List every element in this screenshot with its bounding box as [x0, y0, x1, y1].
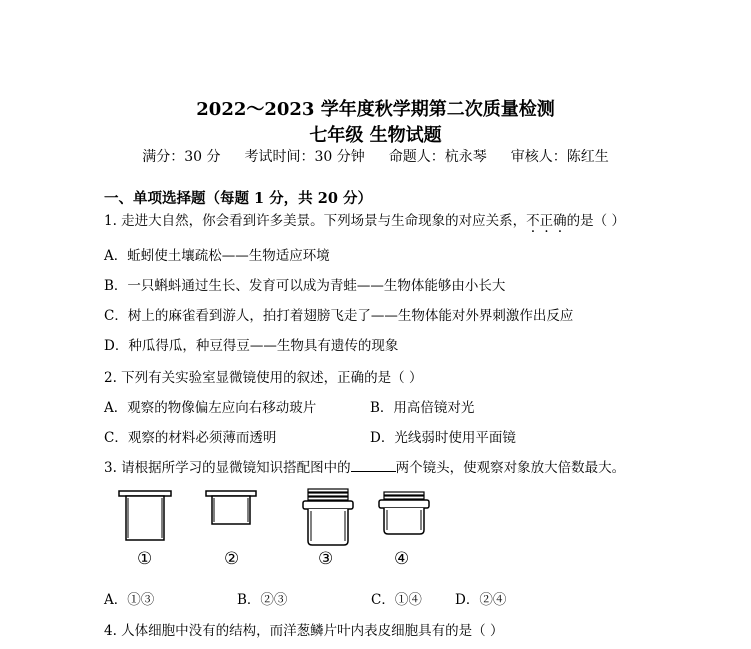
q3-option-a: A．①③: [104, 592, 155, 608]
lens-2-icon: [205, 490, 257, 530]
q1-option-d: D．种瓜得瓜，种豆得豆——生物具有遗传的现象: [104, 338, 399, 354]
exam-reviewer: 审核人：陈红生: [510, 149, 609, 165]
lens-label-2: ②: [224, 549, 240, 569]
q1-option-a: A．蚯蚓使土壤疏松——生物适应环境: [104, 248, 330, 264]
exam-author: 命题人：杭永琴: [388, 149, 487, 165]
q3-stem-text: 3. 请根据所学习的显微镜知识搭配图中的: [104, 460, 351, 476]
q2-option-a: A．观察的物像偏左应向右移动玻片: [104, 400, 317, 416]
q1-stem: [104, 209, 625, 229]
q3-stem-end: 两个镜头，使观察对象放大倍数最大。: [395, 460, 626, 476]
lens-4-icon: [378, 490, 430, 536]
lens-label-1: ①: [137, 549, 153, 569]
lens-1-icon: [118, 490, 172, 546]
q1-emphasis-char-3: 确: [553, 213, 567, 229]
q4-stem: 4. 人体细胞中没有的结构，而洋葱鳞片叶内表皮细胞具有的是（ ）: [104, 623, 504, 639]
q3-option-d: D．②④: [455, 592, 507, 608]
q1-stem-end: 的是（ ）: [566, 213, 625, 229]
exam-info-line: [0, 146, 751, 166]
q2-option-d: D．光线弱时使用平面镜: [370, 430, 516, 446]
section-heading: 一、单项选择题（每题 1 分，共 20 分）: [104, 190, 372, 207]
lens-label-3: ③: [318, 549, 334, 569]
q1-emphasis-char-1: 不: [526, 213, 540, 229]
q2-option-b: B．用高倍镜对光: [370, 400, 475, 416]
lens-3-icon: [302, 487, 354, 547]
full-score: 满分：30 分: [142, 149, 221, 165]
q2-option-c: C．观察的材料必须薄而透明: [104, 430, 277, 446]
q1-option-b: B．一只蝌蚪通过生长、发育可以成为青蛙——生物体能够由小长大: [104, 278, 506, 294]
exam-subtitle: 七年级 生物试题: [309, 125, 442, 146]
q2-stem: 2. 下列有关实验室显微镜使用的叙述，正确的是（ ）: [104, 370, 423, 386]
q3-stem: [104, 456, 625, 476]
q1-stem-text: 1. 走进大自然，你会看到许多美景。下列场景与生命现象的对应关系，: [104, 213, 527, 229]
q3-option-c: C．①④: [371, 592, 422, 608]
q3-option-b: B．②③: [237, 592, 288, 608]
q1-emphasis-char-2: 正: [539, 213, 554, 229]
q3-answer-blank: [351, 458, 396, 472]
lens-label-4: ④: [394, 549, 410, 569]
q1-option-c: C．树上的麻雀看到游人，拍打着翅膀飞走了——生物体能对外界刺激作出反应: [104, 308, 574, 324]
exam-title: 2022～2023 学年度秋学期第二次质量检测: [196, 99, 555, 120]
exam-time: 考试时间：30 分钟: [244, 149, 365, 165]
